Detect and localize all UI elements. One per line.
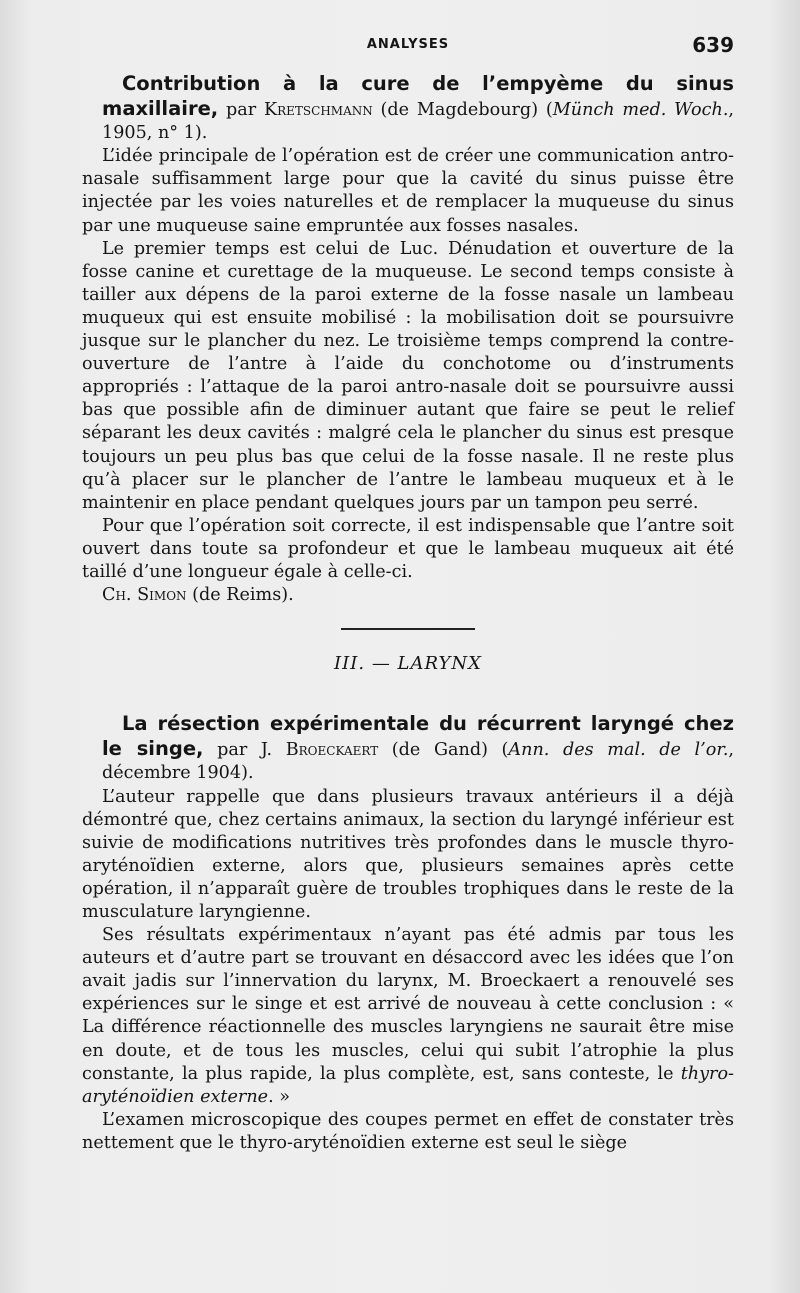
page-body <box>82 72 734 1155</box>
citation: , 1905, n° 1). <box>102 100 735 144</box>
author-affiliation: (de Magdebourg) ( <box>372 100 553 121</box>
citation: , décembre 1904). <box>102 740 735 784</box>
paragraph: L’idée principale de l’opération est de créer une communication antro-nasale suffisamment large pour que la cavité du sinus puisse être injectée par les voies naturelles et de remplacer la muqueuse du sinus par une muqueuse saine empruntée aux fosses nasales. <box>82 146 734 236</box>
paragraph: Pour que l’opération soit correcte, il est indispensable que l’antre soit ouvert dans toute sa profondeur et que le lambeau muqueux ait été taillé d’une longueur égale à celle-ci. <box>82 515 734 582</box>
author-name: Kretschmann <box>263 100 373 121</box>
italic-term: thyro-aryténoïdien externe <box>82 1063 734 1107</box>
by-text: par J. <box>203 740 286 761</box>
signature <box>82 584 734 607</box>
running-title: ANALYSES <box>366 37 450 52</box>
running-head <box>82 34 734 56</box>
article-title: Contribution à la cure de l’empyème du sinus maxillaire, <box>102 72 734 121</box>
article-title: La résection expérimentale du récurrent laryngé chez le singe, <box>102 712 734 761</box>
article-broeckaert <box>82 712 734 1155</box>
author-name: Broeckaert <box>285 740 379 761</box>
section-heading: III. — LARYNX <box>334 653 482 675</box>
quote-close: . » <box>268 1086 291 1107</box>
paragraph: L’auteur rappelle que dans plusieurs travaux antérieurs il a déjà démontré que, chez certains animaux, la section du laryngé inférieur est suivie de modifications nutritives très profondes dans le muscle thyro-aryténoïdien externe, alors que, plusieurs semaines après cette opération, il n’apparaît guère de troubles trophiques dans le reste de la musculature laryngienne. <box>82 786 734 922</box>
article-kretschmann <box>82 72 734 607</box>
paragraph: L’examen microscopique des coupes permet en effet de constater très nettement que le thyro-aryténoïdien externe est seul le siège <box>82 1109 734 1153</box>
section-divider <box>341 628 475 630</box>
signature-name: Ch. Simon <box>102 585 187 606</box>
paragraph <box>82 924 734 1109</box>
paragraph: Le premier temps est celui de Luc. Dénudation et ouverture de la fosse canine et curettage de la muqueuse. Le second temps consiste à tailler aux dépens de la paroi externe de la fosse nasale un lambeau muqueux qui est ensuite mobilisé : la mobilisation doit se poursuivre jusque sur le plancher du nez. Le troisième temps comprend la contre-ouverture de l’antre à l’aide du conchotome ou d’instruments appropriés : l’attaque de la paroi antro-nasale doit se poursuivre aussi bas que possible afin de diminuer autant que faire se peut le relief séparant les deux cavités : malgré cela le plancher du sinus est presque toujours un peu plus bas que celui de la fosse nasale. Il ne reste plus qu’à placer sur le plancher de l’antre le lambeau muqueux et à le maintenir en place pendant quelques jours par un tampon peu serré. <box>82 238 734 513</box>
journal-name: Ann. des mal. de l’or. <box>508 740 729 761</box>
paragraph-text: Ses résultats expérimentaux n’ayant pas été admis par tous les auteurs et d’autre part se trouvant en désaccord avec les idées que l’on avait jadis sur l’innervation du larynx, M. Broeckaert a renouvelé ses expériences sur le singe et est arrivé de nouveau à cette conclusion : « La différence réactionnelle des muscles laryngiens ne saurait être mise en doute, et de tous les muscles, celui qui subit l’atrophie la plus constante, la plus rapide, la plus complète, est, sans conteste, le <box>82 925 734 1084</box>
signature-place: (de Reims). <box>186 585 294 606</box>
article-title-block <box>82 72 734 145</box>
article-title-block <box>82 712 734 785</box>
author-affiliation: (de Gand) ( <box>378 740 509 761</box>
journal-name: Münch med. Woch. <box>552 100 729 121</box>
page-number: 639 <box>692 33 734 57</box>
by-text: par <box>218 100 264 121</box>
